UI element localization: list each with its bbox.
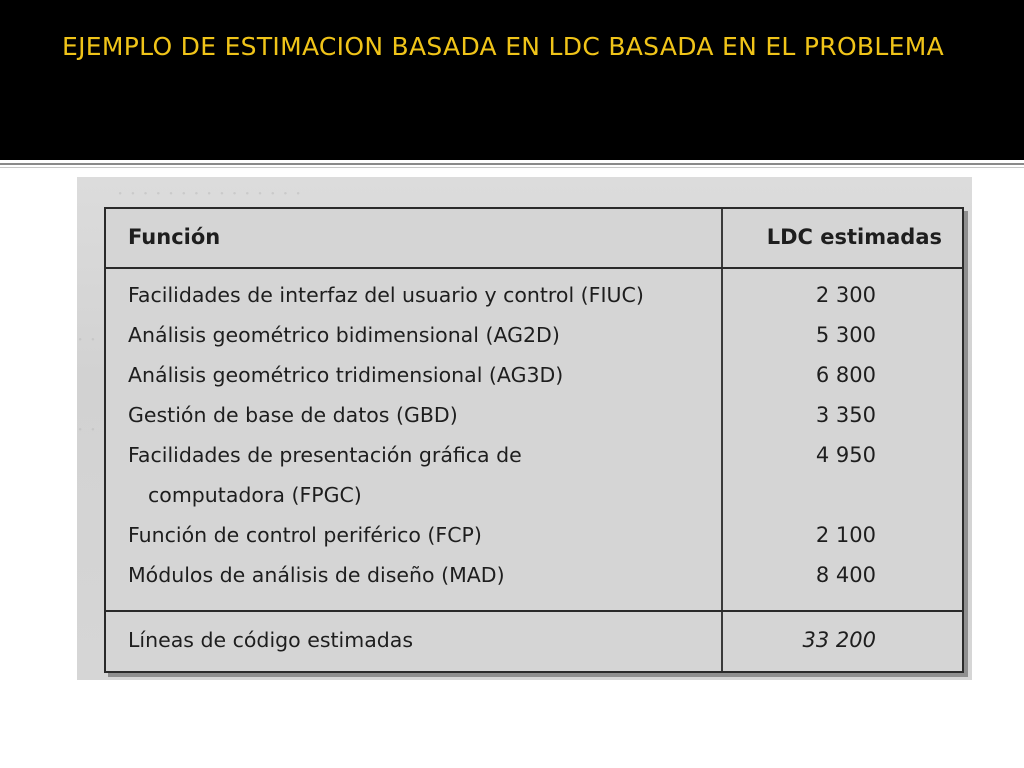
- total-value: 33 200: [802, 628, 876, 652]
- table-row: [106, 515, 962, 555]
- row-function-name-line2: computadora (FPGC): [148, 483, 362, 507]
- table-row: [106, 275, 962, 315]
- table-row: [106, 395, 962, 435]
- table-row: [106, 355, 962, 395]
- total-rule: [106, 610, 962, 612]
- row-ldc-value: 3 350: [815, 403, 876, 427]
- row-ldc-value: 4 950: [815, 443, 876, 467]
- table-row: [106, 435, 962, 515]
- row-ldc-value: 8 400: [815, 563, 876, 587]
- total-label: Líneas de código estimadas: [128, 628, 414, 652]
- row-function-name-line1: Facilidades de presentación gráfica de: [128, 443, 522, 467]
- header-function: Función: [128, 225, 221, 249]
- header-ldc-estimated: LDC estimadas: [766, 225, 942, 249]
- header-divider: [0, 163, 1024, 165]
- row-ldc-value: 6 800: [815, 363, 876, 387]
- row-function-name: Facilidades de interfaz del usuario y control (FIUC): [128, 283, 644, 307]
- row-function-name: Análisis geométrico bidimensional (AG2D): [128, 323, 560, 347]
- scan-bleed-texture: · ·: [77, 417, 97, 441]
- header-rule: [106, 267, 962, 269]
- scanned-table-image: [77, 177, 972, 680]
- row-ldc-value: 5 300: [815, 323, 876, 347]
- scan-bleed-texture: · ·: [77, 327, 97, 351]
- row-function-name: Gestión de base de datos (GBD): [128, 403, 458, 427]
- slide-title: EJEMPLO DE ESTIMACION BASADA EN LDC BASADA EN EL PROBLEMA: [62, 32, 944, 61]
- row-function-name: Módulos de análisis de diseño (MAD): [128, 563, 505, 587]
- row-function-name: [128, 435, 718, 515]
- header-divider-thin: [0, 167, 1024, 168]
- row-function-name: Análisis geométrico tridimensional (AG3D): [128, 363, 564, 387]
- row-function-name: Función de control periférico (FCP): [128, 523, 482, 547]
- row-ldc-value: 2 300: [815, 283, 876, 307]
- table-row: [106, 315, 962, 355]
- table-row: [106, 555, 962, 595]
- title-bar: [0, 0, 1024, 160]
- row-ldc-value: 2 100: [815, 523, 876, 547]
- scan-bleed-texture: · · · · · · · · · · · · · · ·: [117, 181, 302, 205]
- ldc-estimation-table: [104, 207, 964, 673]
